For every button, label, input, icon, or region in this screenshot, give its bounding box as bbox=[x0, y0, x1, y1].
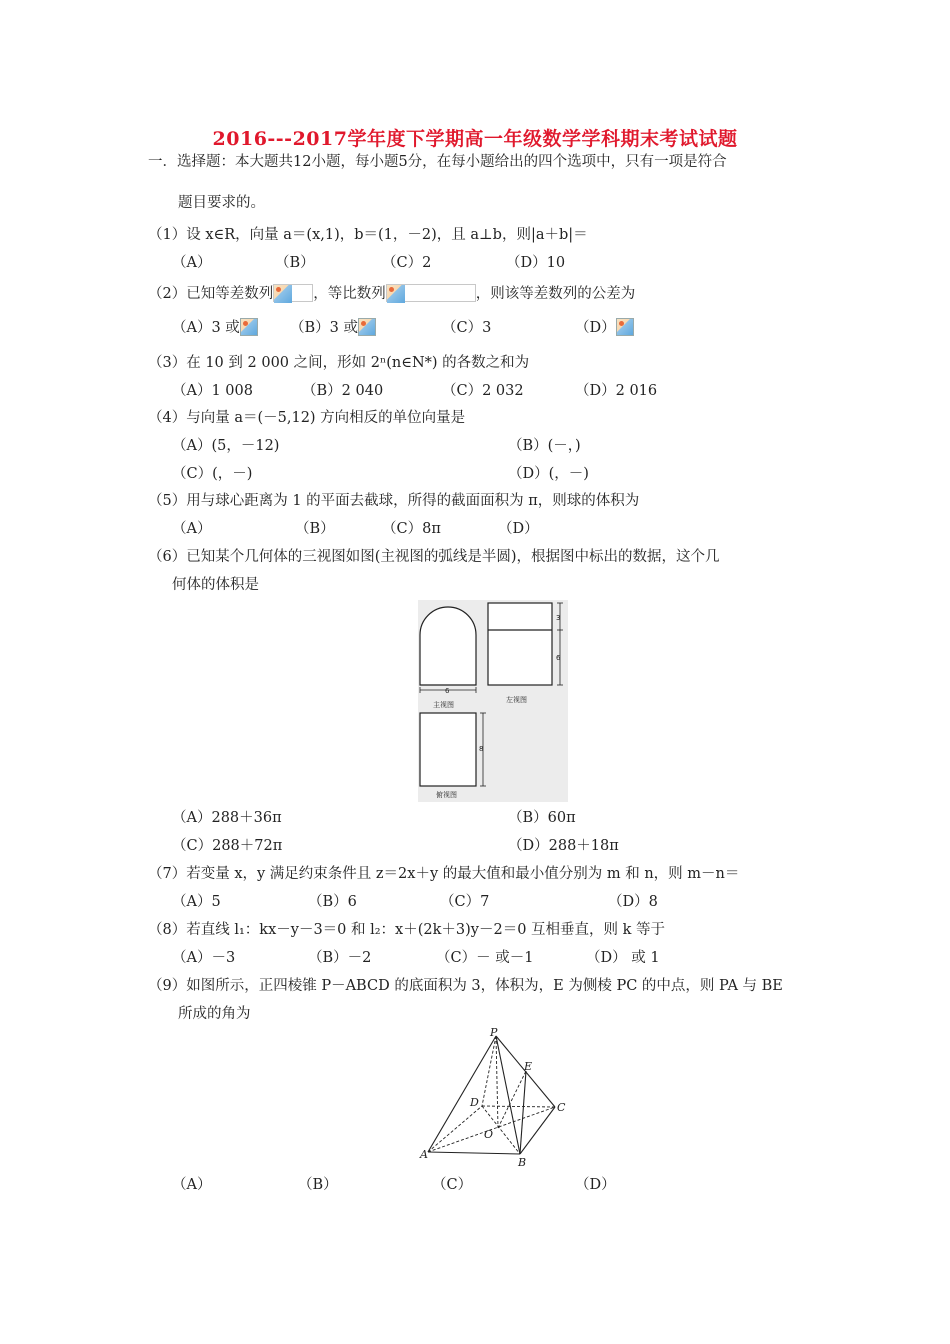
side-view-shape bbox=[488, 603, 552, 685]
q3-stem: （3）在 10 到 2 000 之间，形如 2ⁿ(n∈N*) 的各数之和为 bbox=[148, 355, 530, 371]
q9-option-a: （A） bbox=[172, 1177, 212, 1193]
broken-image-icon bbox=[616, 318, 634, 336]
point-p-label: P bbox=[490, 1028, 498, 1039]
q2-option-c: （C）3 bbox=[442, 320, 492, 336]
q2-option-a-label: （A）3 或 bbox=[172, 320, 240, 336]
height-po bbox=[496, 1036, 498, 1128]
point-a-label: A bbox=[420, 1148, 428, 1161]
q5-option-b: （B） bbox=[295, 521, 335, 537]
edge-ad bbox=[428, 1106, 482, 1152]
top-dimension-label: 8 bbox=[479, 745, 484, 753]
q2-option-a bbox=[172, 318, 258, 338]
q7-option-b: （B）6 bbox=[308, 894, 357, 910]
point-c-label: C bbox=[557, 1101, 566, 1114]
side-dimension-label-6: 6 bbox=[556, 654, 561, 662]
q9-stem-line2: 所成的角为 bbox=[178, 1006, 251, 1022]
point-d-label: D bbox=[470, 1096, 479, 1109]
broken-image-icon bbox=[358, 318, 376, 336]
point-b-label: B bbox=[518, 1156, 527, 1168]
section-instruction-line2: 题目要求的。 bbox=[178, 195, 265, 211]
q4-option-a: （A）(5，－12) bbox=[172, 438, 280, 454]
side-view-label: 左视图 bbox=[506, 696, 527, 704]
q2-option-b bbox=[290, 318, 376, 338]
broken-image-icon bbox=[273, 284, 313, 302]
q6-option-c: （C）288＋72π bbox=[172, 838, 283, 854]
q1-option-c: （C）2 bbox=[382, 255, 432, 271]
q8-option-c: （C）－ 或－1 bbox=[436, 950, 534, 966]
q4-option-c: （C）(，－) bbox=[172, 466, 253, 482]
top-view-shape bbox=[420, 713, 476, 786]
q4-option-b: （B）(－，) bbox=[508, 438, 581, 454]
q2-option-d bbox=[575, 318, 634, 338]
q6-option-b: （B）60π bbox=[508, 810, 576, 826]
q9-option-d: （D） bbox=[575, 1177, 616, 1193]
front-view-shape bbox=[420, 607, 476, 685]
q2-stem-part2: ，等比数列 bbox=[313, 286, 386, 302]
q9-stem-line1: （9）如图所示，正四棱锥 P－ABCD 的底面积为 3，体积为，E 为侧棱 PC 的中点，则 PA 与 BE bbox=[148, 978, 783, 994]
q8-option-d: （D） 或 1 bbox=[586, 950, 660, 966]
q2-option-b-label: （B）3 或 bbox=[290, 320, 358, 336]
q2-option-d-label: （D） bbox=[575, 320, 616, 336]
q3-option-c: （C）2 032 bbox=[442, 383, 524, 399]
q7-option-c: （C）7 bbox=[440, 894, 490, 910]
q4-stem: （4）与向量 a＝(－5,12) 方向相反的单位向量是 bbox=[148, 410, 466, 426]
exam-title: 2016---2017学年度下学期高一年级数学学科期末考试试题 bbox=[212, 128, 738, 150]
q6-stem-line2: 何体的体积是 bbox=[172, 577, 259, 593]
three-view-figure bbox=[418, 600, 568, 802]
q1-option-d: （D）10 bbox=[506, 255, 566, 271]
q1-option-b: （B） bbox=[275, 255, 315, 271]
point-e-label: E bbox=[524, 1060, 533, 1073]
q9-option-c: （C） bbox=[432, 1177, 473, 1193]
q9-option-b: （B） bbox=[298, 1177, 338, 1193]
q8-option-a: （A）－3 bbox=[172, 950, 236, 966]
q7-stem: （7）若变量 x，y 满足约束条件且 z＝2x＋y 的最大值和最小值分别为 m 和 n，则 m－n＝ bbox=[148, 866, 740, 882]
q5-option-d: （D） bbox=[498, 521, 539, 537]
q6-stem-line1: （6）已知某个几何体的三视图如图(主视图的弧线是半圆)，根据图中标出的数据，这个几 bbox=[148, 549, 720, 565]
q6-option-a: （A）288＋36π bbox=[172, 810, 282, 826]
q5-option-c: （C）8π bbox=[382, 521, 441, 537]
side-dimension-label-3: 3 bbox=[556, 614, 561, 622]
q2-stem-part1: （2）已知等差数列 bbox=[148, 286, 274, 302]
edge-pb bbox=[496, 1036, 520, 1154]
q7-option-d: （D）8 bbox=[608, 894, 658, 910]
point-o-label: O bbox=[484, 1128, 494, 1141]
segment-oe bbox=[498, 1071, 526, 1128]
edge-pd bbox=[482, 1036, 496, 1106]
q6-option-d: （D）288＋18π bbox=[508, 838, 619, 854]
broken-image-icon bbox=[386, 284, 476, 302]
segment-be bbox=[520, 1071, 526, 1154]
q2-stem-part3: ，则该等差数列的公差为 bbox=[475, 286, 636, 302]
front-dimension-label: 6 bbox=[445, 687, 450, 695]
edge-ab bbox=[428, 1152, 520, 1154]
q1-stem: （1）设 x∈R，向量 a＝(x,1)，b＝(1，－2)，且 a⊥b，则|a＋b|＝ bbox=[148, 227, 588, 243]
q5-option-a: （A） bbox=[172, 521, 212, 537]
q5-stem: （5）用与球心距离为 1 的平面去截球，所得的截面面积为 π，则球的体积为 bbox=[148, 493, 640, 509]
q8-option-b: （B）－2 bbox=[308, 950, 372, 966]
edge-dc bbox=[482, 1106, 555, 1107]
edge-bc bbox=[520, 1107, 555, 1154]
q4-option-d: （D）(，－) bbox=[508, 466, 589, 482]
pyramid-figure bbox=[418, 1028, 578, 1168]
broken-image-icon bbox=[240, 318, 258, 336]
q2-stem bbox=[148, 284, 635, 304]
q3-option-b: （B）2 040 bbox=[302, 383, 384, 399]
q7-option-a: （A）5 bbox=[172, 894, 221, 910]
q3-option-a: （A）1 008 bbox=[172, 383, 253, 399]
section-instruction-line1: 一．选择题：本大题共12小题，每小题5分，在每小题给出的四个选项中，只有一项是符合 bbox=[148, 154, 727, 170]
q3-option-d: （D）2 016 bbox=[575, 383, 658, 399]
front-view-label: 主视图 bbox=[433, 701, 454, 709]
q1-option-a: （A） bbox=[172, 255, 212, 271]
top-view-label: 俯视图 bbox=[436, 791, 457, 799]
q8-stem: （8）若直线 l₁：kx－y－3＝0 和 l₂：x＋(2k＋3)y－2＝0 互相垂直，则 k 等于 bbox=[148, 922, 666, 938]
